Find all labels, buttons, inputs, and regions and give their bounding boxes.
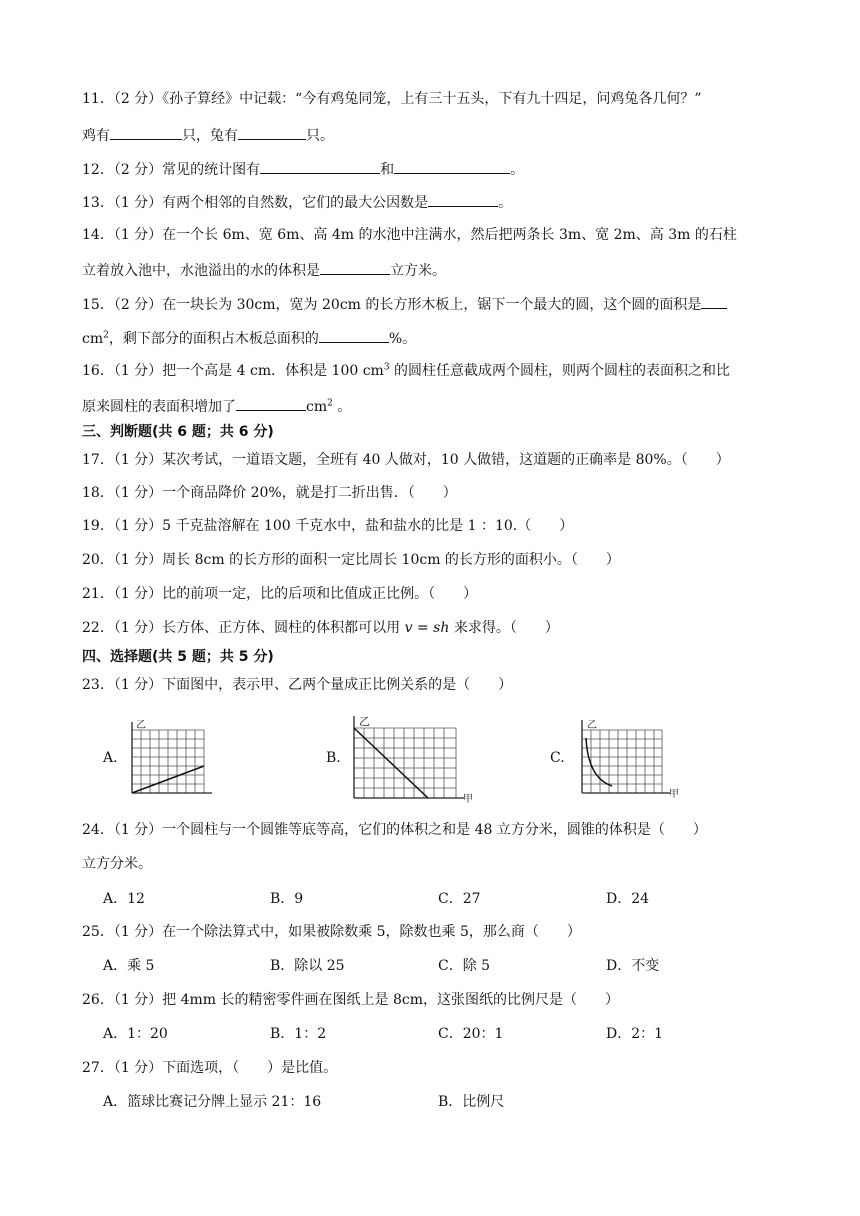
- q25-option-d[interactable]: D．不变: [606, 958, 660, 974]
- q22-line: [82, 618, 559, 638]
- graph-option-a: [124, 718, 214, 800]
- q15-text-c: %。: [388, 331, 417, 347]
- q23-line: 23．（1 分）下面图中，表示甲、乙两个量成正比例关系的是（ ）: [82, 677, 513, 693]
- q17-line: 17．（1 分）某次考试，一道语文题，全班有 40 人做对，10 人做错，这道题的正确率是 80%。（ ）: [82, 452, 730, 468]
- q27-option-b[interactable]: B．比例尺: [438, 1094, 505, 1110]
- q12-text-b: 和: [380, 162, 395, 178]
- q14-line1: 14．（1 分）在一个长 6m、宽 6m、高 4m 的水池中注满水，然后把两条长 3m、宽 2m、高 3m 的石柱: [82, 227, 737, 243]
- q16-text-d: cm: [306, 399, 328, 415]
- q11-text-a: 鸡有: [82, 128, 110, 144]
- q11-line1: 11．（2 分）《孙子算经》中记载：“今有鸡兔同笼，上有三十五头，下有九十四足，问鸡兔各几何？”: [82, 91, 702, 107]
- answer-blank-rabbits[interactable]: [238, 124, 306, 140]
- q18-line: 18．（1 分）一个商品降价 20%，就是打二折出售．（ ）: [82, 485, 457, 501]
- q20-line: 20．（1 分）周长 8cm 的长方形的面积一定比周长 10cm 的长方形的面积小。（ ）: [82, 552, 620, 568]
- q24-option-d[interactable]: D．24: [606, 891, 650, 907]
- q15-line2: [82, 327, 416, 349]
- graph-option-b: [346, 712, 476, 806]
- q16-line1: [82, 361, 730, 381]
- q14-text-a: 立着放入池中，水池溢出的水的体积是: [82, 263, 320, 279]
- q27-line: 27．（1 分）下面选项，（ ）是比值。: [82, 1060, 338, 1076]
- q15-text-b: ，剩下部分的面积占木板总面积的: [108, 331, 319, 347]
- q25-option-c[interactable]: C．除 5: [438, 958, 491, 974]
- q16-text-b: 的圆柱任意截成两个圆柱，则两个圆柱的表面积之和比: [389, 363, 731, 379]
- answer-blank-gcd[interactable]: [428, 191, 498, 207]
- graph-b-y-label: 乙: [359, 715, 370, 728]
- q19-line: 19．（1 分）5 千克盐溶解在 100 千克水中，盐和盐水的比是 1 ：10.（ ）: [82, 518, 574, 534]
- q26-option-b[interactable]: B．1：2: [270, 1026, 327, 1042]
- q14-text-b: 立方米。: [390, 263, 446, 279]
- q16-sup-3: 3: [383, 362, 390, 373]
- q11-line2: [82, 124, 334, 146]
- q26-option-c[interactable]: C．20：1: [438, 1026, 504, 1042]
- q15-line1: [82, 293, 727, 315]
- q16-text-a: 16．（1 分）把一个高是 4 cm．体积是 100 cm: [82, 363, 384, 379]
- q24-line1: 24．（1 分）一个圆柱与一个圆锥等底等高，它们的体积之和是 48 立方分米，圆锥的体积是（ ）: [82, 822, 707, 838]
- graph-b-decreasing-line: [354, 728, 428, 798]
- graph-c-grid: [582, 730, 662, 793]
- graph-a-y-label: 乙: [136, 720, 146, 731]
- q21-line: 21．（1 分）比的前项一定，比的后项和比值成正比例。（ ）: [82, 586, 478, 602]
- q15-text-a: cm: [82, 331, 104, 347]
- volume-formula: v = sh: [404, 620, 450, 636]
- answer-blank-percent[interactable]: [319, 327, 389, 343]
- q27-option-a[interactable]: A．篮球比赛记分牌上显示 21：16: [103, 1094, 322, 1110]
- answer-blank-circle-area[interactable]: [701, 293, 727, 309]
- q23-option-b-label[interactable]: B.: [326, 750, 341, 766]
- q14-line2: [82, 259, 446, 281]
- section-choice-heading: 四、选择题(共 5 题；共 5 分): [82, 649, 274, 665]
- answer-blank-surface[interactable]: [236, 395, 306, 411]
- q26-option-d[interactable]: D．2：1: [606, 1026, 664, 1042]
- q26-option-a[interactable]: A．1：20: [103, 1026, 168, 1042]
- section-judgement-heading: 三、判断题(共 6 题；共 6 分): [82, 424, 274, 440]
- q24-option-b[interactable]: B．9: [270, 891, 304, 907]
- q23-option-a-label[interactable]: A.: [103, 750, 118, 766]
- q15-text-1: 15．（2 分）在一块长为 30cm，宽为 20cm 的长方形木板上，锯下一个最大的圆，这个圆的面积是: [82, 297, 702, 313]
- graph-c-x-label: 甲: [669, 789, 679, 800]
- graph-c-y-label: 乙: [587, 720, 597, 731]
- q11-text-c: 只。: [306, 128, 334, 144]
- graph-option-c: [574, 716, 686, 800]
- q25-option-a[interactable]: A．乘 5: [103, 958, 155, 974]
- q16-sup-2: 2: [327, 398, 333, 409]
- q11-text-b: 只，兔有: [182, 128, 238, 144]
- q22-text-a: 22．（1 分）长方体、正方体、圆柱的体积都可以用: [82, 620, 405, 636]
- q16-text-e: 。: [332, 399, 352, 415]
- answer-blank-chart-2[interactable]: [394, 158, 510, 174]
- answer-blank-overflow[interactable]: [320, 259, 390, 275]
- q23-option-c-label[interactable]: C.: [550, 750, 565, 766]
- q24-option-c[interactable]: C．27: [438, 891, 481, 907]
- q13-text-a: 13．（1 分）有两个相邻的自然数，它们的最大公因数是: [82, 195, 429, 211]
- q12-text-a: 12．（2 分）常见的统计图有: [82, 162, 261, 178]
- q25-option-b[interactable]: B．除以 25: [270, 958, 345, 974]
- q16-text-c: 原来圆柱的表面积增加了: [82, 399, 236, 415]
- q26-line: 26．（1 分）把 4mm 长的精密零件画在图纸上是 8cm，这张图纸的比例尺是（ ）: [82, 992, 620, 1008]
- graph-b-grid: [354, 728, 456, 798]
- graph-a-grid: [132, 730, 204, 793]
- answer-blank-chickens[interactable]: [110, 124, 182, 140]
- q16-line2: [82, 395, 351, 417]
- q15-sup: 2: [103, 330, 109, 341]
- q12-text-c: 。: [510, 162, 525, 178]
- q13-text-b: 。: [498, 195, 513, 211]
- q25-line: 25．（1 分）在一个除法算式中，如果被除数乘 5，除数也乘 5，那么商（ ）: [82, 924, 581, 940]
- q13-line: [82, 191, 512, 213]
- graph-b-x-label: 甲: [463, 794, 473, 805]
- q24-option-a[interactable]: A．12: [103, 891, 145, 907]
- q24-line2: 立方分米。: [82, 856, 152, 872]
- q12-line: [82, 158, 524, 180]
- graph-c-curve: [586, 738, 612, 786]
- answer-blank-chart-1[interactable]: [260, 158, 380, 174]
- q22-text-b: 来求得。（ ）: [449, 620, 559, 636]
